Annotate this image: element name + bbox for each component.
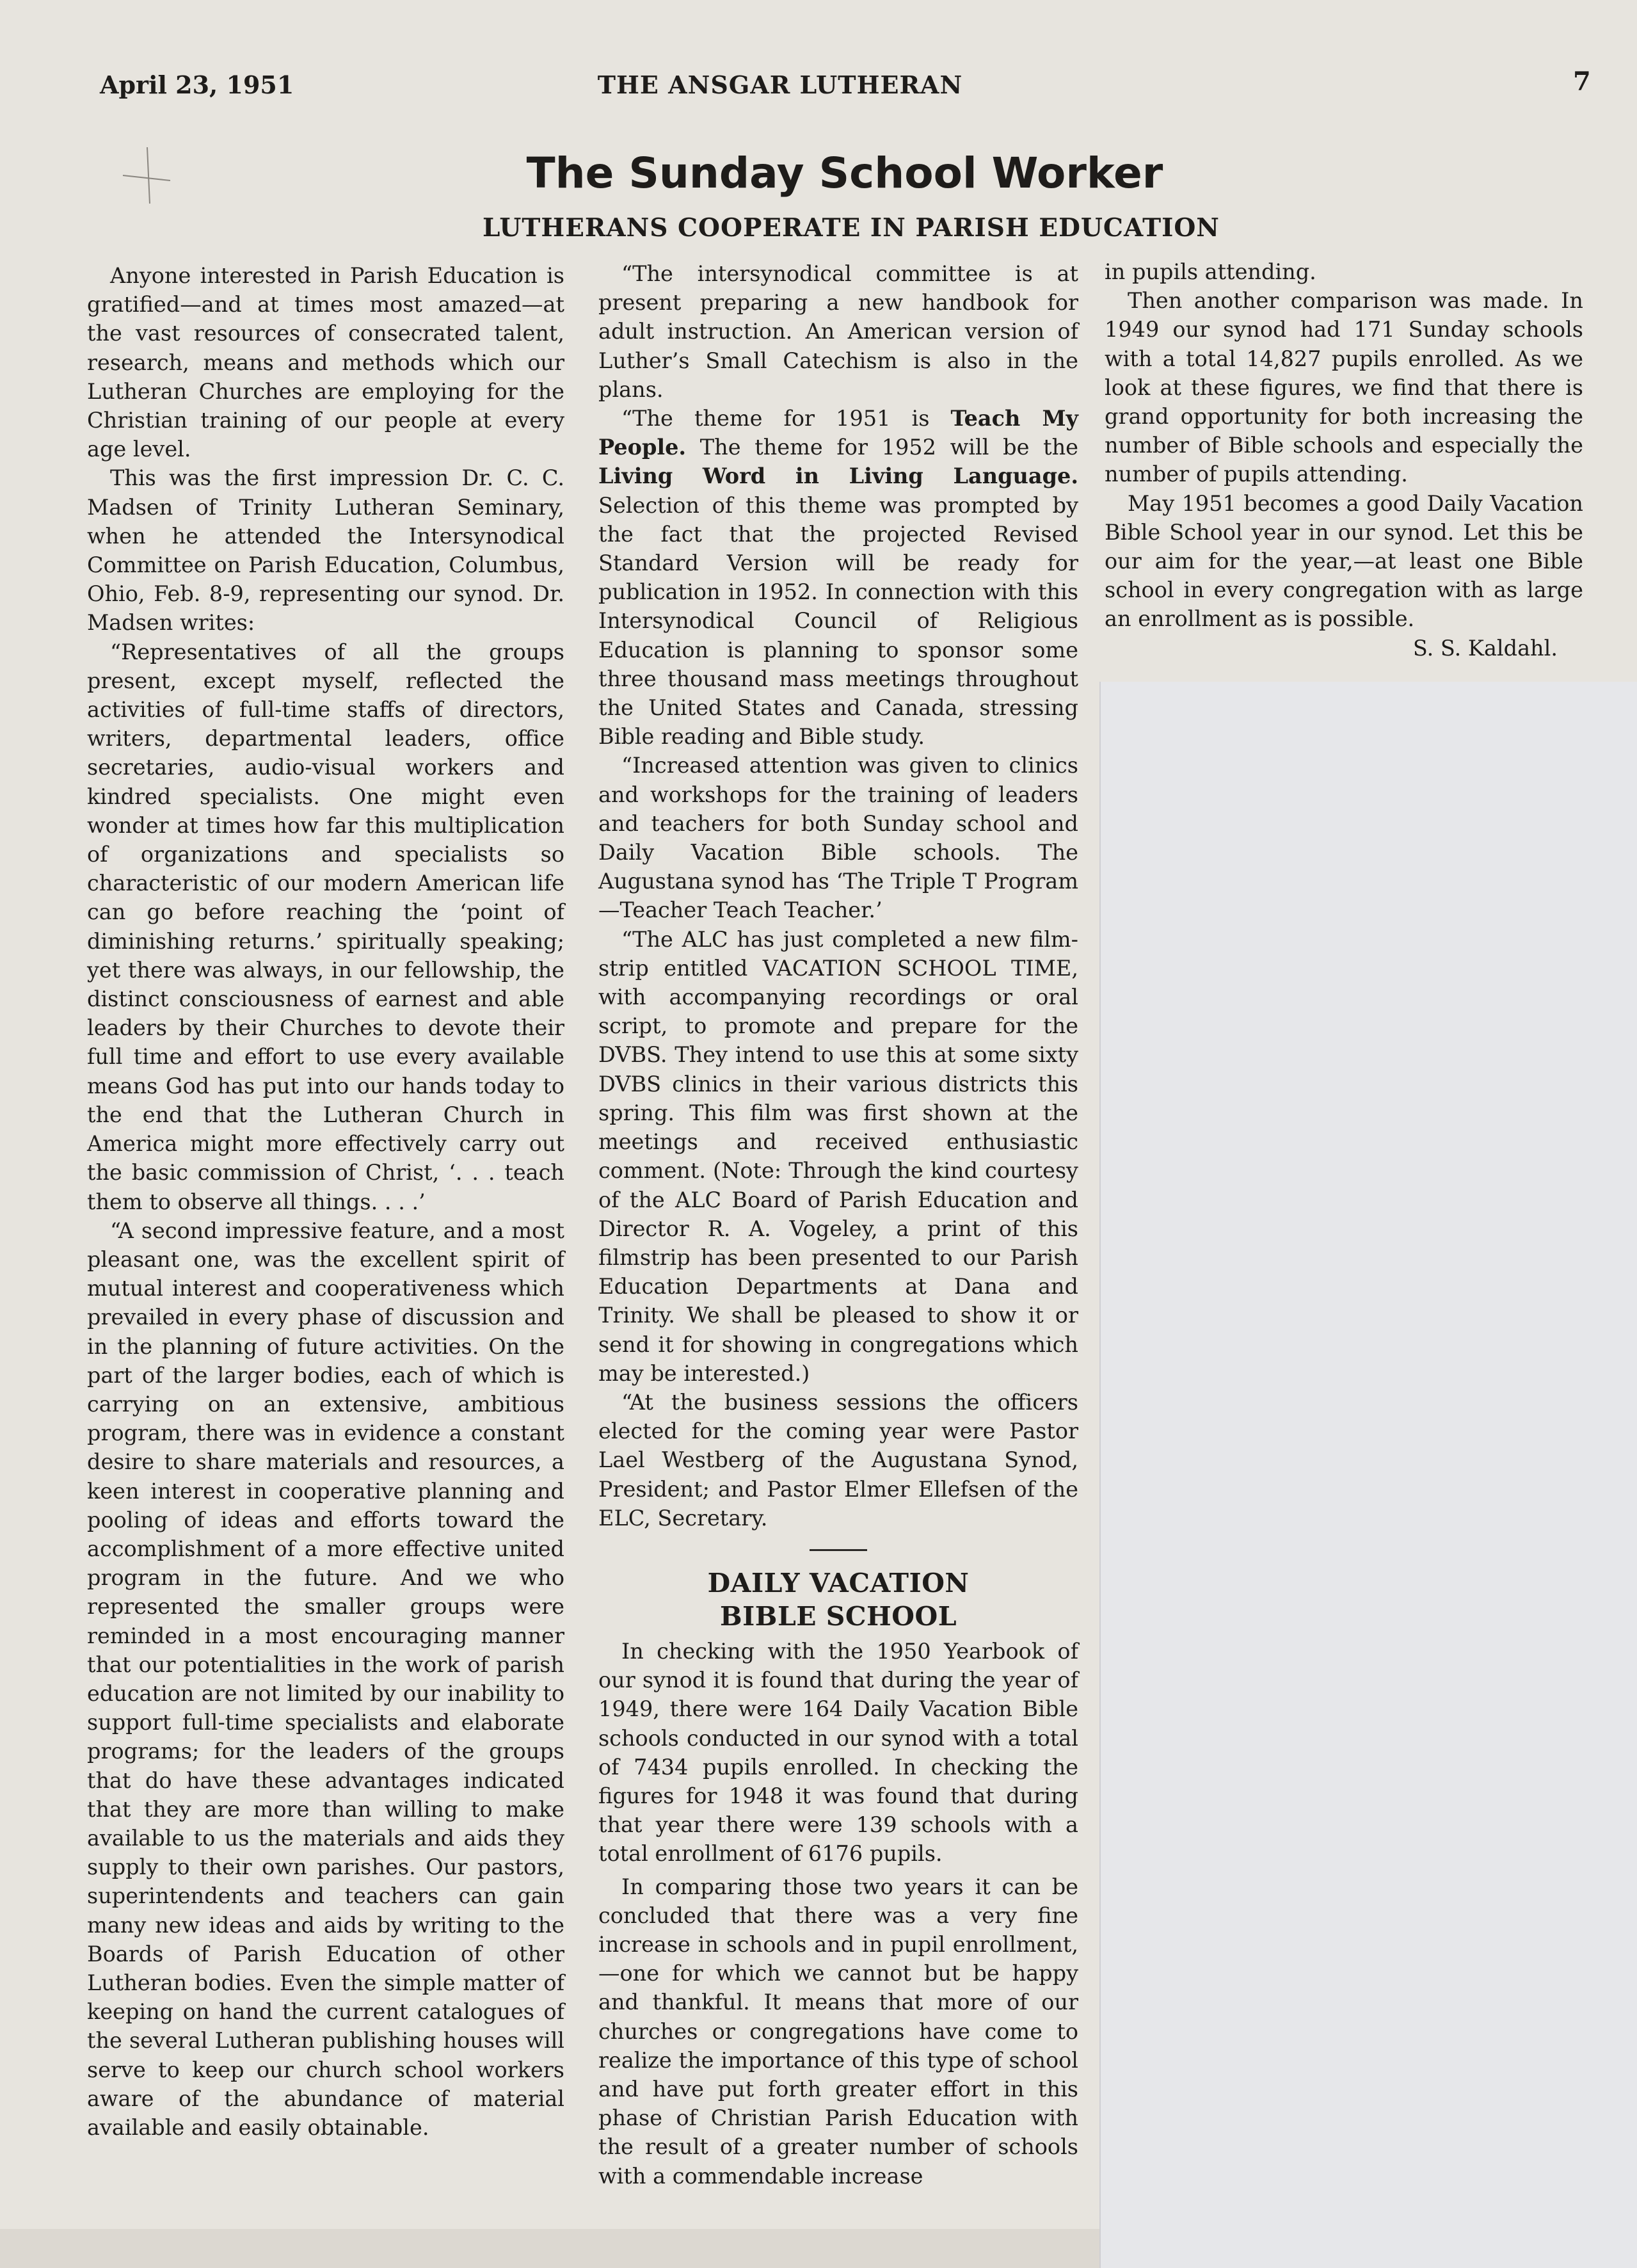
page-title: The Sunday School Worker bbox=[526, 149, 1163, 198]
theme-1952: Living Word in Living Language. bbox=[598, 463, 1078, 489]
article-headline: LUTHERANS COOPERATE IN PARISH EDUCATION bbox=[483, 213, 1220, 243]
header-publication-text: THE ANSGAR LUTHERAN bbox=[597, 70, 963, 99]
section-heading bbox=[598, 1566, 1078, 1633]
page-bottom-margin bbox=[0, 2229, 1099, 2268]
paragraph: May 1951 becomes a good Daily Vacation Bible School year in our synod. Let this be our aim for the year,—at least one Bible school in every congregation with as large an enrollment as is possible. bbox=[1105, 490, 1583, 632]
section-heading-line-2: BIBLE SCHOOL bbox=[719, 1600, 957, 1632]
paragraph: This was the first impression Dr. C. C. Madsen of Trinity Lutheran Seminary, when he attended the Intersynodical Committee on Parish Education, Columbus, Ohio, Feb. 8-9, representing our synod. Dr. Madsen writes: bbox=[87, 465, 564, 636]
paragraph: “The intersynodical committee is at present preparing a new handbook for adult instruction. An American version of Luther’s Small Catechism is also in the plans. bbox=[598, 261, 1078, 402]
paragraph: “The ALC has just completed a new film-strip entitled VACATION SCHOOL TIME, with accompanying recordings or oral script, to promote and prepare for the DVBS. They intend to use this at some sixty DVBS clinics in their various districts this spring. This film was first shown at the meetings and received enthusiastic comment. (Note: Through the kind courtesy of the ALC Board of Parish Education and Director R. A. Vogeley, a print of this filmstrip has been presented to our Parish Education Departments at Dana and Trinity. We shall be pleased to show it or send it for showing in congregations which may be interested.) bbox=[598, 926, 1078, 1386]
text-run: Selection of this theme was prompted by the fact that the projected Revised Standard Version will be ready for publication in 1952. In connection with this Intersynodical Council of Religious Education is planning to sponsor some three thousand mass meetings throughout the United States and Canada, stressing Bible reading and Bible study. bbox=[598, 492, 1078, 750]
paragraph: in pupils attending. bbox=[1105, 259, 1316, 284]
paragraph: “At the business sessions the officers elected for the coming year were Pastor Lael Westberg of the Augustana Synod, President; and Pastor Elmer Ellefsen of the ELC, Secretary. bbox=[598, 1389, 1078, 1531]
paragraph bbox=[598, 404, 1078, 751]
article-column-3 bbox=[1105, 257, 1583, 663]
paragraph: In checking with the 1950 Yearbook of our synod it is found that during the year of 1949, there were 164 Daily Vacation Bible schools conducted in our synod with a total of 7434 pupils enrolled. In checking the figures for 1948 it was found that during that year there were 139 schools with a total enrollment of 6176 pupils. bbox=[598, 1638, 1078, 1867]
paragraph: “A second impressive feature, and a most pleasant one, was the excellent spirit of mutual interest and cooperativeness which prevailed in every phase of discussion and in the planning of future activities. On the part of the larger bodies, each of which is carrying on an extensive, ambitious program, there was in evidence a constant desire to share materials and resources, a keen interest in cooperative planning and pooling of ideas and efforts toward the accomplishment of a more effective united program in the future. And we who represented the smaller groups were reminded in a most encouraging manner that our potentialities in the work of parish education are not limited by our inability to support full-time specialists and elaborate programs; for the leaders of the groups that do have these advantages indicated that they are more than willing to make available to us the materials and aids they supply to their own parishes. Our pastors, superintendents and teachers can gain many new ideas and aids by writing to the Boards of Parish Education of other Lutheran bodies. Even the simple matter of keeping on hand the current catalogues of the several Lutheran publishing houses will serve to keep our church school workers aware of the abundance of material available and easily obtainable. bbox=[87, 1218, 564, 2140]
text-run: “The theme for 1951 is bbox=[621, 406, 951, 431]
header-publication bbox=[0, 70, 1637, 99]
paragraph: “Representatives of all the groups present, except myself, reflected the activities of full-time staffs of directors, writers, departmental leaders, office secretaries, audio-visual workers and kindred specialists. One might even wonder at times how far this multiplication of organizations and specialists so characteristic of our modern American life can go before reaching the ‘point of diminishing returns.’ spiritually speaking; yet there was always, in our fellowship, the distinct consciousness of earnest and able leaders by their Churches to devote their full time and effort to use every available means God has put into our hands today to the end that the Lutheran Church in America might more effectively carry out the basic commission of Christ, ‘. . . teach them to observe all things. . . .’ bbox=[87, 639, 564, 1214]
paragraph: Anyone interested in Parish Education is gratified—and at times most amazed—at the vast resources of consecrated talent, research, means and methods which our Lutheran Churches are employing for the Christian training of our people at every age level. bbox=[87, 263, 564, 462]
article-column-1 bbox=[87, 261, 564, 2142]
paragraph: Then another comparison was made. In 1949 our synod had 171 Sunday schools with a total 14,827 pupils enrolled. As we look at these figures, we find that there is grand opportunity for both increasing the number of Bible schools and especially the number of pupils attending. bbox=[1105, 288, 1583, 487]
header-page-number: 7 bbox=[1573, 67, 1591, 97]
text-run: The theme for 1952 will be the bbox=[686, 435, 1078, 460]
author-signature: S. S. Kaldahl. bbox=[1412, 635, 1558, 661]
section-divider bbox=[810, 1549, 867, 1551]
theme-1951: Teach My People. bbox=[598, 406, 1079, 460]
paragraph: “Increased attention was given to clinics and workshops for the training of leaders and teachers for both Sunday school and Daily Vacation Bible schools. The Augustana synod has ‘The Triple T Program—Teacher Teach Teacher.’ bbox=[598, 753, 1078, 923]
paragraph: In comparing those two years it can be concluded that there was a very fine increase in schools and in pupil enrollment, —one for which we cannot but be happy and thankful. It means that more of our churches or congregations have come to realize the importance of this type of school and have put forth greater effort in this phase of Christian Parish Education with the result of a greater number of schools with a commendable increase bbox=[598, 1874, 1078, 2189]
header-date: April 23, 1951 bbox=[100, 70, 294, 99]
article-column-2 bbox=[598, 259, 1078, 2191]
overlapping-blank-sheet bbox=[1099, 682, 1637, 2268]
section-heading-line-1: DAILY VACATION bbox=[707, 1567, 970, 1598]
